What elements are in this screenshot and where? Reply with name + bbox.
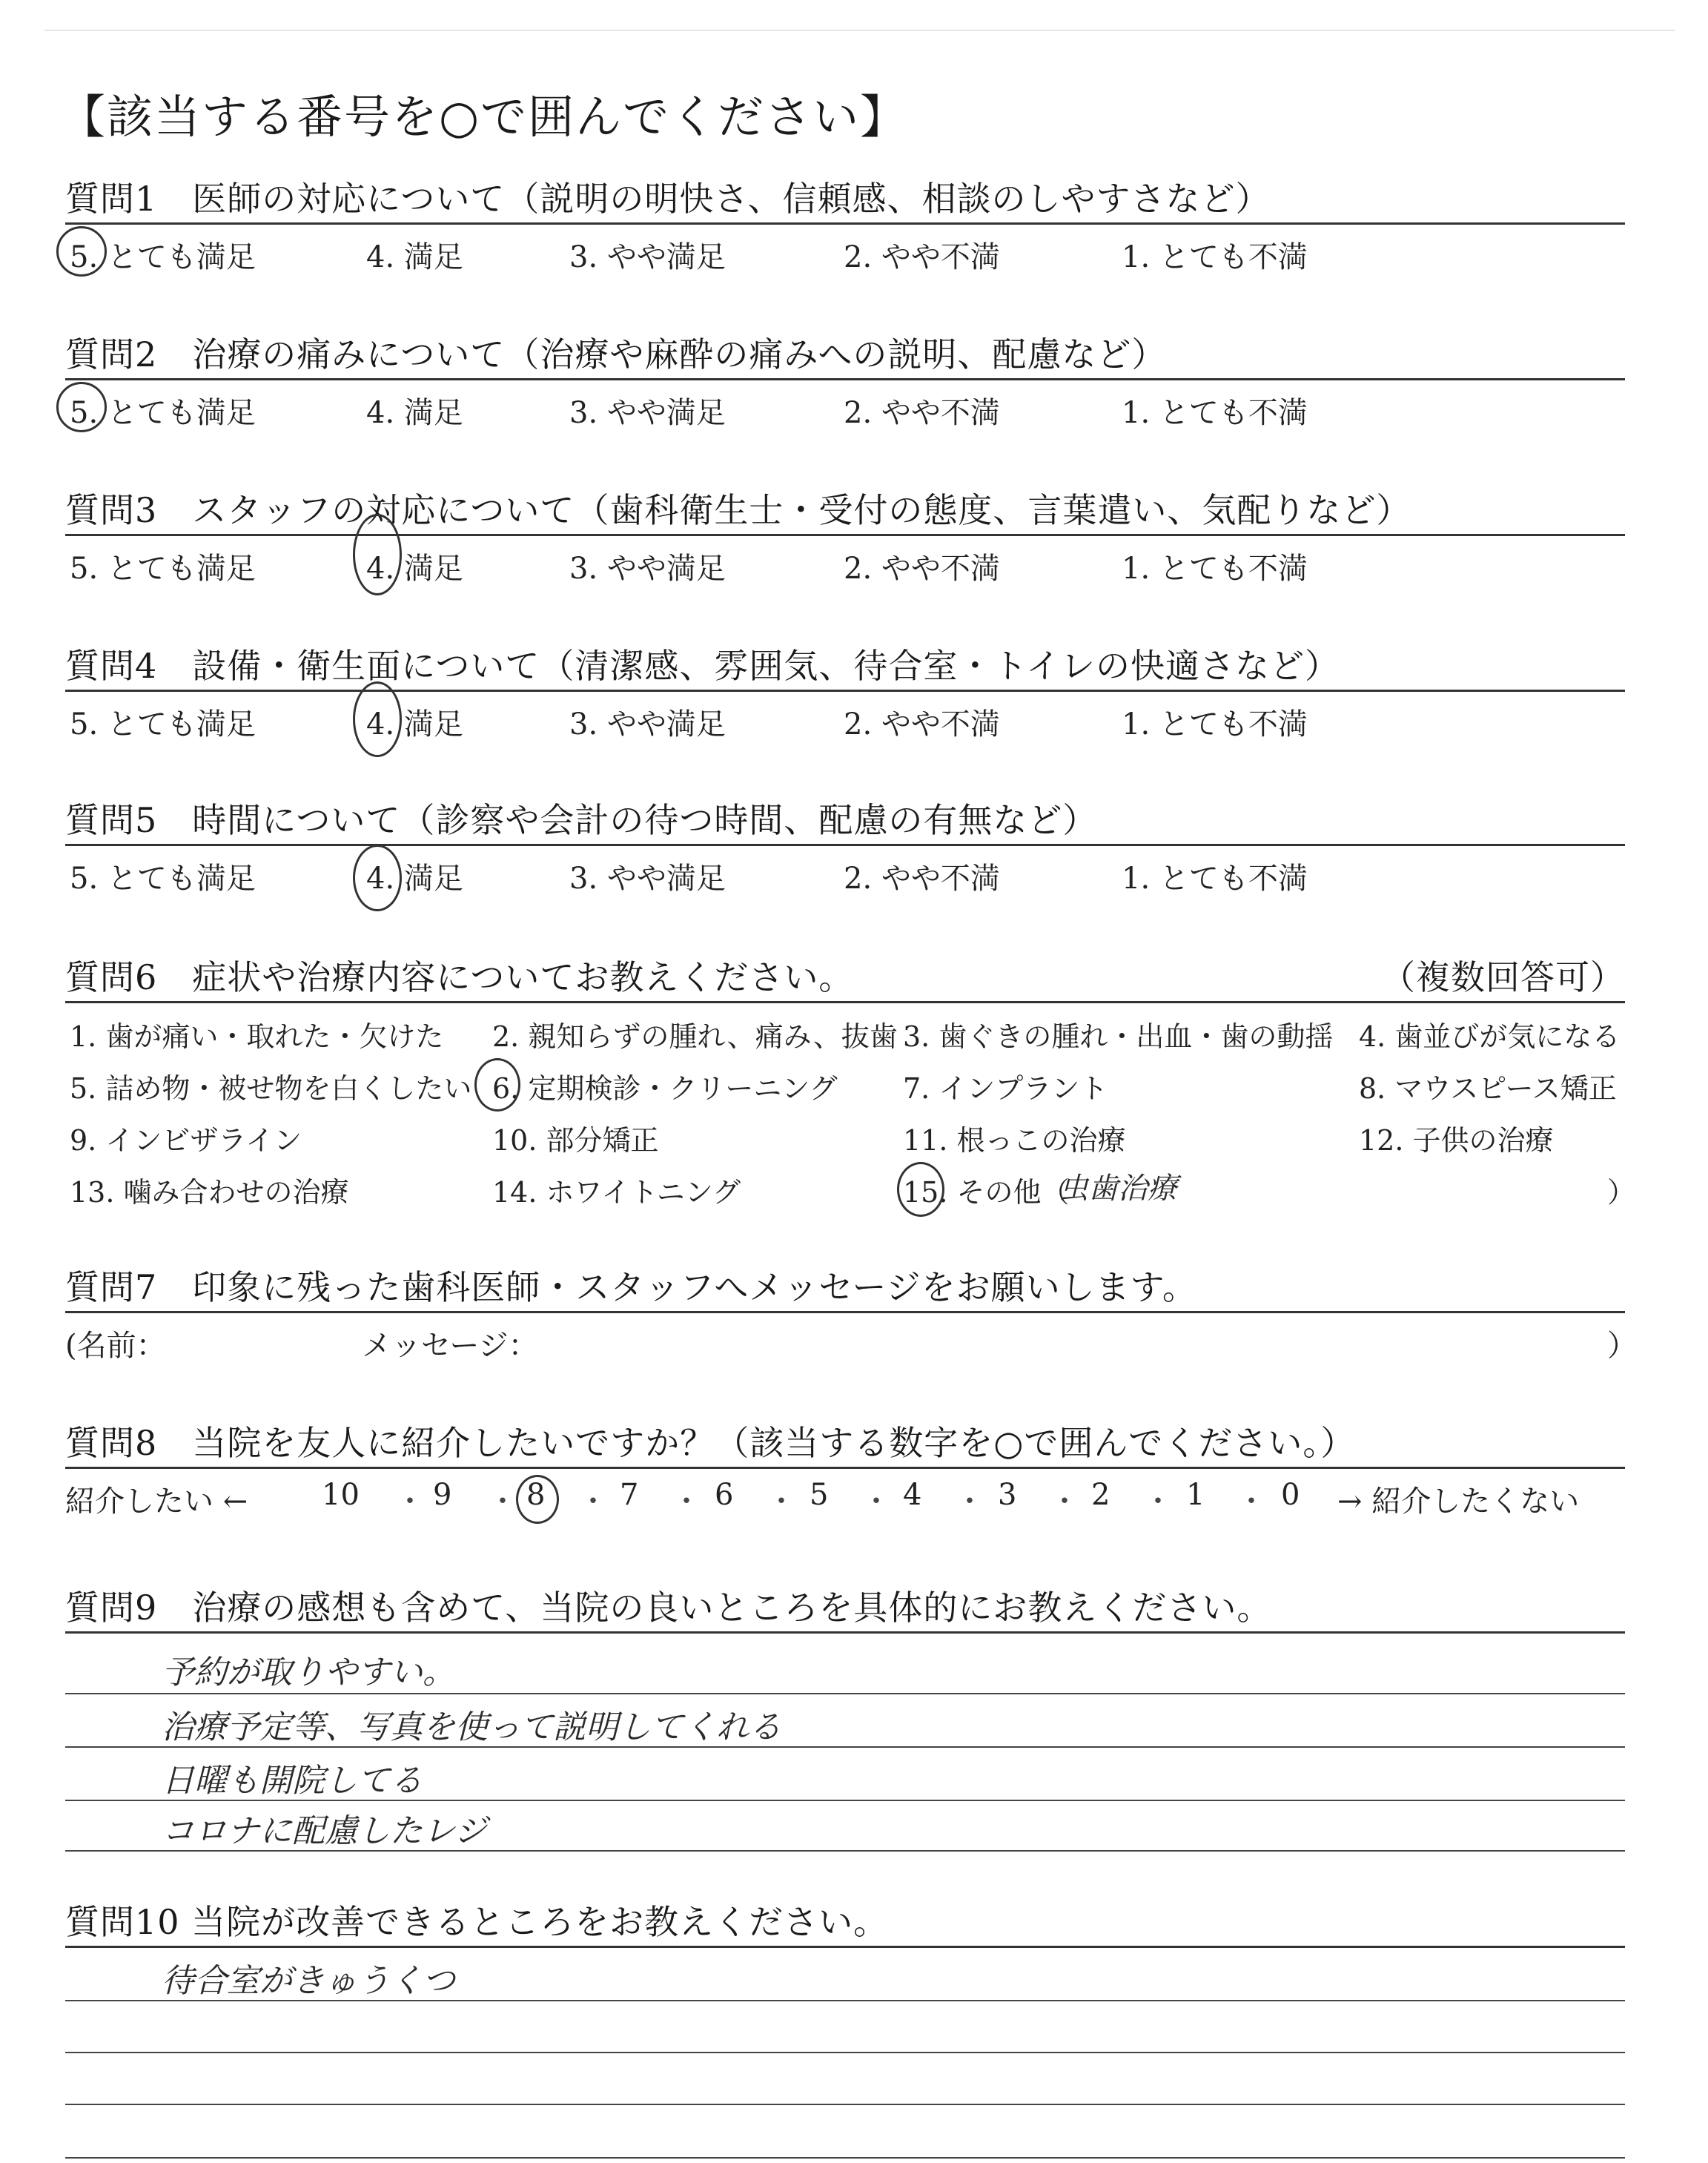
answer-line: 予約が取りやすい。 xyxy=(162,1654,455,1691)
message-close-paren: ） xyxy=(1607,1329,1637,1363)
option-3[interactable]: 3. やや満足 xyxy=(569,552,726,586)
symptom-option[interactable]: 2. 親知らずの腫れ、痛み、抜歯 xyxy=(492,1020,898,1053)
selected-circle-mark xyxy=(353,845,402,911)
symptom-option-other[interactable]: 15. その他（ xyxy=(903,1176,1070,1209)
question-1-options[interactable] xyxy=(65,225,1625,278)
scale-number-9[interactable]: 9 xyxy=(433,1478,452,1512)
option-3[interactable]: 3. やや満足 xyxy=(569,862,726,896)
answer-line: コロナに配慮したレジ xyxy=(162,1812,487,1850)
answer-line: 日曜も開院してる xyxy=(162,1762,423,1800)
symptom-option[interactable]: 3. 歯ぐきの腫れ・出血・歯の動揺 xyxy=(903,1020,1334,1053)
answer-rule xyxy=(65,2000,1625,2001)
option-2[interactable]: 2. やや不満 xyxy=(844,240,1000,274)
option-4[interactable]: 4. 満足 xyxy=(366,552,463,586)
question-2-title: 質問2 治療の痛みについて（治療や麻酔の痛みへの説明、配慮など） xyxy=(65,334,1167,374)
symptom-option[interactable]: 8. マウスピース矯正 xyxy=(1359,1072,1617,1105)
option-4[interactable]: 4. 満足 xyxy=(366,240,463,274)
option-4[interactable]: 4. 満足 xyxy=(366,396,463,430)
scale-number-4[interactable]: 4 xyxy=(903,1478,922,1512)
option-5[interactable]: 5. とても満足 xyxy=(70,240,256,274)
selected-circle-mark xyxy=(897,1162,944,1217)
selected-circle-mark xyxy=(353,514,402,595)
question-3-options[interactable] xyxy=(65,536,1625,590)
question-6-options[interactable] xyxy=(65,1003,1636,1211)
question-10-answer-area[interactable] xyxy=(65,1948,1625,2163)
option-1[interactable]: 1. とても不満 xyxy=(1122,552,1308,586)
selected-circle-mark xyxy=(56,226,107,277)
question-9 xyxy=(65,1584,1625,1856)
scale-left-label: 紹介したい ← xyxy=(65,1485,248,1519)
question-7-title: 質問7 印象に残った歯科医師・スタッフへメッセージをお願いします。 xyxy=(65,1267,1197,1307)
selected-circle-mark xyxy=(353,681,402,757)
scale-number-7[interactable]: 7 xyxy=(620,1478,639,1512)
question-3-title: 質問3 スタッフの対応について（歯科衛生士・受付の態度、言葉遣い、気配りなど） xyxy=(65,490,1411,530)
answer-rule xyxy=(65,1800,1625,1801)
option-3[interactable]: 3. やや満足 xyxy=(569,707,726,742)
symptom-option[interactable]: 13. 噛み合わせの治療 xyxy=(70,1176,349,1209)
question-4-options[interactable] xyxy=(65,692,1625,745)
page-header: 【該当する番号を○で囲んでください】 xyxy=(59,90,908,144)
page-top-rule xyxy=(44,30,1675,31)
answer-line: 待合室がきゅうくつ xyxy=(162,1962,455,2000)
option-2[interactable]: 2. やや不満 xyxy=(844,707,1000,742)
answer-rule xyxy=(65,1693,1625,1694)
option-1[interactable]: 1. とても不満 xyxy=(1122,862,1308,896)
symptom-option[interactable]: 1. 歯が痛い・取れた・欠けた xyxy=(70,1020,444,1053)
question-9-title: 質問9 治療の感想も含めて、当院の良いところを具体的にお教えください。 xyxy=(65,1588,1272,1628)
option-5[interactable]: 5. とても満足 xyxy=(70,552,256,586)
option-4[interactable]: 4. 満足 xyxy=(366,707,463,742)
question-5-title: 質問5 時間について（診察や会計の待つ時間、配慮の有無など） xyxy=(65,800,1098,840)
selected-circle-mark xyxy=(56,382,107,432)
selected-circle-mark xyxy=(516,1475,559,1524)
symptom-option[interactable]: 14. ホワイトニング xyxy=(492,1176,741,1209)
question-7 xyxy=(65,1264,1637,1367)
option-1[interactable]: 1. とても不満 xyxy=(1122,707,1308,742)
scale-number-5[interactable]: 5 xyxy=(810,1478,829,1512)
question-1-title: 質問1 医師の対応について（説明の明快さ、信頼感、相談のしやすさなど） xyxy=(65,179,1271,219)
symptom-option[interactable]: 9. インビザライン xyxy=(70,1124,302,1157)
scale-number-10[interactable]: 10 xyxy=(322,1478,360,1512)
question-10-title: 質問10 当院が改善できるところをお教えください。 xyxy=(65,1902,889,1942)
question-6-title-row xyxy=(65,954,1625,1001)
answer-rule xyxy=(65,2052,1625,2053)
message-label: メッセージ： xyxy=(362,1329,538,1363)
symptom-option[interactable]: 10. 部分矯正 xyxy=(492,1124,659,1157)
answer-rule xyxy=(65,1850,1625,1852)
option-2[interactable]: 2. やや不満 xyxy=(844,862,1000,896)
answer-rule xyxy=(65,2157,1625,2159)
question-6-title: 質問6 症状や治療内容についてお教えください。 xyxy=(65,957,854,997)
multiple-answers-note: （複数回答可） xyxy=(1381,957,1625,997)
scale-right-label: → 紹介したくない xyxy=(1337,1485,1580,1519)
option-2[interactable]: 2. やや不満 xyxy=(844,396,1000,430)
question-7-message-field[interactable] xyxy=(65,1313,1637,1367)
option-5[interactable]: 5. とても満足 xyxy=(70,396,256,430)
name-label: (名前： xyxy=(65,1329,166,1363)
option-5[interactable]: 5. とても満足 xyxy=(70,707,256,742)
other-close-paren: ） xyxy=(1607,1176,1636,1209)
scale-number-2[interactable]: 2 xyxy=(1091,1478,1110,1512)
option-2[interactable]: 2. やや不満 xyxy=(844,552,1000,586)
question-9-answer-area[interactable] xyxy=(65,1634,1625,1856)
scale-number-6[interactable]: 6 xyxy=(715,1478,734,1512)
option-3[interactable]: 3. やや満足 xyxy=(569,240,726,274)
symptom-option[interactable]: 4. 歯並びが気になる xyxy=(1359,1020,1621,1053)
question-8-title: 質問8 当院を友人に紹介したいですか？（該当する数字を○で囲んでください。） xyxy=(65,1423,1356,1463)
question-2-options[interactable] xyxy=(65,380,1625,434)
answer-rule xyxy=(65,1746,1625,1748)
question-10 xyxy=(65,1898,1625,2163)
question-2 xyxy=(65,331,1625,434)
option-3[interactable]: 3. やや満足 xyxy=(569,396,726,430)
scale-number-8[interactable]: 8 xyxy=(526,1478,546,1512)
symptom-option[interactable]: 5. 詰め物・被せ物を白くしたい xyxy=(70,1072,472,1105)
recommend-scale[interactable]: 紹介したい ← 10 ・ 9 ・ 8 ・ 7 ・ 6 ・ 5 ・ 4 ・ 3 ・ 2 ・ 1 ・ 0 → 紹介したくない xyxy=(65,1469,1625,1528)
answer-line: 治療予定等、写真を使って説明してくれる xyxy=(162,1708,781,1746)
question-6 xyxy=(65,954,1636,1211)
symptom-option[interactable]: 7. インプラント xyxy=(903,1072,1108,1105)
scale-number-1[interactable]: 1 xyxy=(1186,1478,1205,1512)
scale-number-0[interactable]: 0 xyxy=(1281,1478,1300,1512)
question-5-options[interactable] xyxy=(65,846,1625,899)
symptom-option[interactable]: 12. 子供の治療 xyxy=(1359,1124,1554,1157)
option-1[interactable]: 1. とても不満 xyxy=(1122,396,1308,430)
symptom-option[interactable]: 6. 定期検診・クリーニング xyxy=(492,1072,838,1105)
question-1 xyxy=(65,175,1625,278)
question-3 xyxy=(65,486,1625,590)
answer-rule xyxy=(65,2104,1625,2105)
scale-number-3[interactable]: 3 xyxy=(998,1478,1017,1512)
option-4[interactable]: 4. 満足 xyxy=(366,862,463,896)
option-1[interactable]: 1. とても不満 xyxy=(1122,240,1308,274)
other-handwritten-answer: 虫歯治療 xyxy=(1059,1172,1177,1206)
question-5 xyxy=(65,796,1625,899)
question-8 xyxy=(65,1419,1625,1528)
symptom-option[interactable]: 11. 根っこの治療 xyxy=(903,1124,1126,1157)
question-4-title: 質問4 設備・衛生面について（清潔感、雰囲気、待合室・トイレの快適さなど） xyxy=(65,646,1340,686)
question-4 xyxy=(65,642,1625,745)
option-5[interactable]: 5. とても満足 xyxy=(70,862,256,896)
selected-circle-mark xyxy=(474,1058,520,1112)
